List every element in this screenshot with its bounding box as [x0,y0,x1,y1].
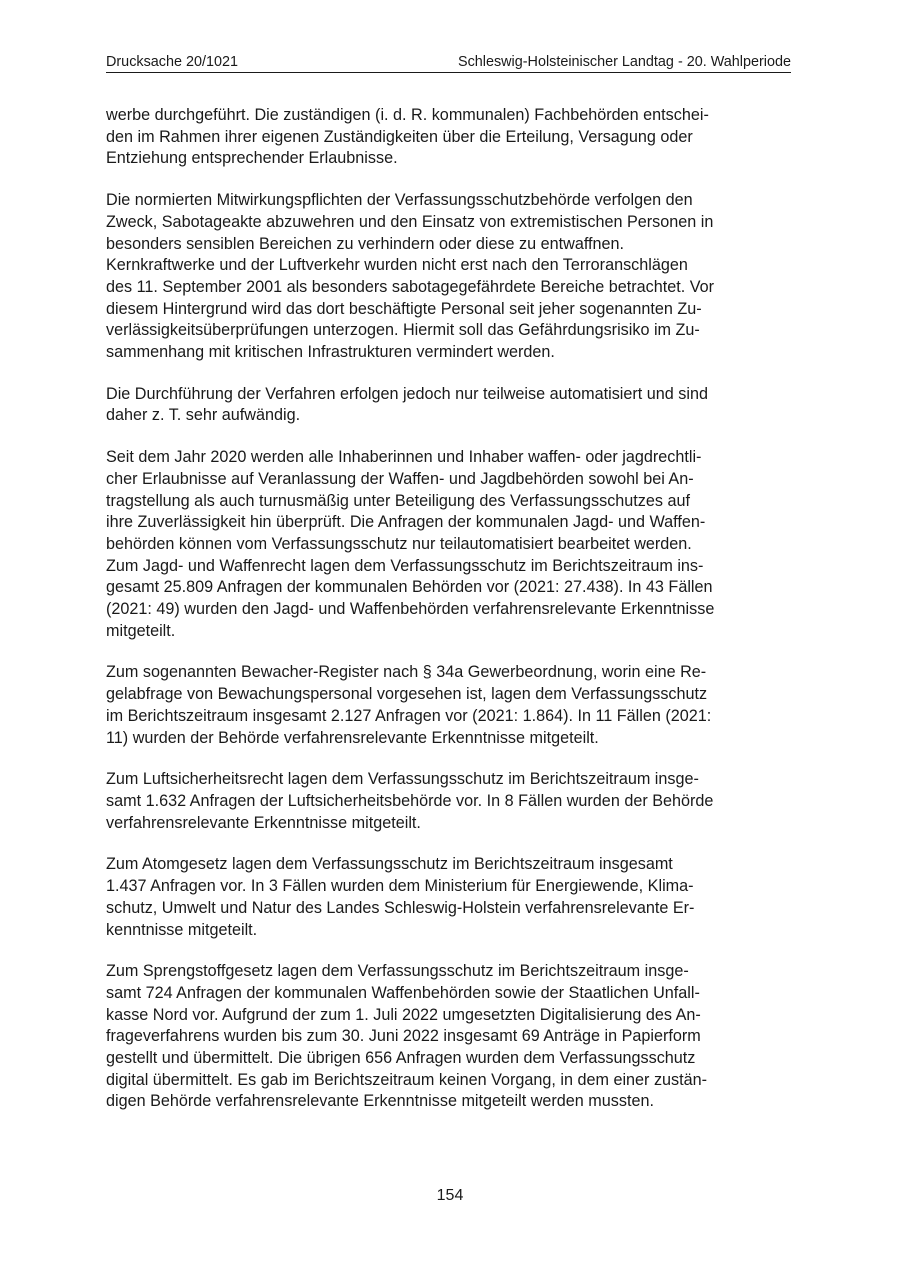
text-line: digital übermittelt. Es gab im Berichtszeitraum keinen Vorgang, in dem einer zustän- [106,1070,708,1089]
text-line: kasse Nord vor. Aufgrund der zum 1. Juli 2022 umgesetzten Digitalisierung des An- [106,1005,701,1024]
document-number: Drucksache 20/1021 [106,54,238,70]
text-line: Seit dem Jahr 2020 werden alle Inhaberinnen und Inhaber waffen- oder jagdrechtli- [106,448,702,467]
text-line: 1.437 Anfragen vor. In 3 Fällen wurden dem Ministerium für Energiewende, Klima- [106,877,694,896]
text-line: Zum Sprengstoffgesetz lagen dem Verfassungsschutz im Berichtszeitraum insge- [106,962,689,981]
text-line: Zum Atomgesetz lagen dem Verfassungsschutz im Berichtszeitraum insgesamt [106,855,673,874]
paragraph [106,384,796,427]
text-line: Zum Jagd- und Waffenrecht lagen dem Verfassungsschutz im Berichtszeitraum ins- [106,556,704,575]
text-line: samt 724 Anfragen der kommunalen Waffenbehörden sowie der Staatlichen Unfall- [106,983,700,1002]
text-line: Kernkraftwerke und der Luftverkehr wurden nicht erst nach den Terroranschlägen [106,256,688,275]
text-line: kenntnisse mitgeteilt. [106,920,258,939]
text-line: mitgeteilt. [106,621,176,640]
text-line: gestellt und übermittelt. Die übrigen 656 Anfragen wurden dem Verfassungsschutz [106,1049,696,1068]
text-line: Die normierten Mitwirkungspflichten der Verfassungsschutzbehörde verfolgen den [106,191,693,210]
text-line: diesem Hintergrund wird das dort beschäftigte Personal seit jeher sogenannten Zu- [106,299,702,318]
text-line: verfahrensrelevante Erkenntnisse mitgeteilt. [106,813,421,832]
text-line: behörden können vom Verfassungsschutz nur teilautomatisiert bearbeitet werden. [106,534,692,553]
text-line: Entziehung entsprechender Erlaubnisse. [106,149,398,168]
page-header [106,53,791,73]
paragraph [106,662,796,749]
paragraph [106,190,796,364]
text-line: samt 1.632 Anfragen der Luftsicherheitsbehörde vor. In 8 Fällen wurden der Behörde [106,791,714,810]
text-line: Zweck, Sabotageakte abzuwehren und den Einsatz von extremistischen Personen in [106,212,714,231]
paragraph [106,769,796,834]
text-line: frageverfahrens wurden bis zum 30. Juni 2022 insgesamt 69 Anträge in Papierform [106,1027,701,1046]
text-line: schutz, Umwelt und Natur des Landes Schleswig-Holstein verfahrensrelevante Er- [106,898,695,917]
text-line: Die Durchführung der Verfahren erfolgen jedoch nur teilweise automatisiert und sind [106,384,708,403]
paragraph [106,447,796,642]
text-line: tragstellung als auch turnusmäßig unter Beteiligung des Verfassungsschutzes auf [106,491,690,510]
paragraph [106,854,796,941]
text-line: gelabfrage von Bewachungspersonal vorgesehen ist, lagen dem Verfassungsschutz [106,685,708,704]
text-line: des 11. September 2001 als besonders sabotagegefährdete Bereiche betrachtet. Vor [106,277,715,296]
text-line: daher z. T. sehr aufwändig. [106,406,301,425]
paragraph [106,961,796,1113]
body-text [106,105,796,1133]
text-line: cher Erlaubnisse auf Veranlassung der Waffen- und Jagdbehörden sowohl bei An- [106,469,694,488]
text-line: gesamt 25.809 Anfragen der kommunalen Behörden vor (2021: 27.438). In 43 Fällen [106,578,713,597]
text-line: verlässigkeitsüberprüfungen unterzogen. Hiermit soll das Gefährdungsrisiko im Zu- [106,321,700,340]
text-line: 11) wurden der Behörde verfahrensrelevante Erkenntnisse mitgeteilt. [106,728,599,747]
text-line: ihre Zuverlässigkeit hin überprüft. Die Anfragen der kommunalen Jagd- und Waffen- [106,513,706,532]
text-line: werbe durchgeführt. Die zuständigen (i. d. R. kommunalen) Fachbehörden entschei- [106,106,709,124]
text-line: im Berichtszeitraum insgesamt 2.127 Anfragen vor (2021: 1.864). In 11 Fällen (2021: [106,706,712,725]
text-line: digen Behörde verfahrensrelevante Erkenntnisse mitgeteilt werden mussten. [106,1092,654,1111]
text-line: (2021: 49) wurden den Jagd- und Waffenbehörden verfahrensrelevante Erkenntnisse [106,600,715,619]
page-number: 154 [436,1187,464,1204]
paragraph [106,105,796,170]
text-line: sammenhang mit kritischen Infrastrukturen vermindert werden. [106,343,555,362]
text-line: Zum sogenannten Bewacher-Register nach § 34a Gewerbeordnung, worin eine Re- [106,663,707,682]
text-line: den im Rahmen ihrer eigenen Zuständigkeiten über die Erteilung, Versagung oder [106,127,693,146]
parliament-title: Schleswig-Holsteinischer Landtag - 20. Wahlperiode [457,54,791,70]
text-line: Zum Luftsicherheitsrecht lagen dem Verfassungsschutz im Berichtszeitraum insge- [106,770,699,789]
text-line: besonders sensiblen Bereichen zu verhindern oder diese zu entwaffnen. [106,234,625,253]
